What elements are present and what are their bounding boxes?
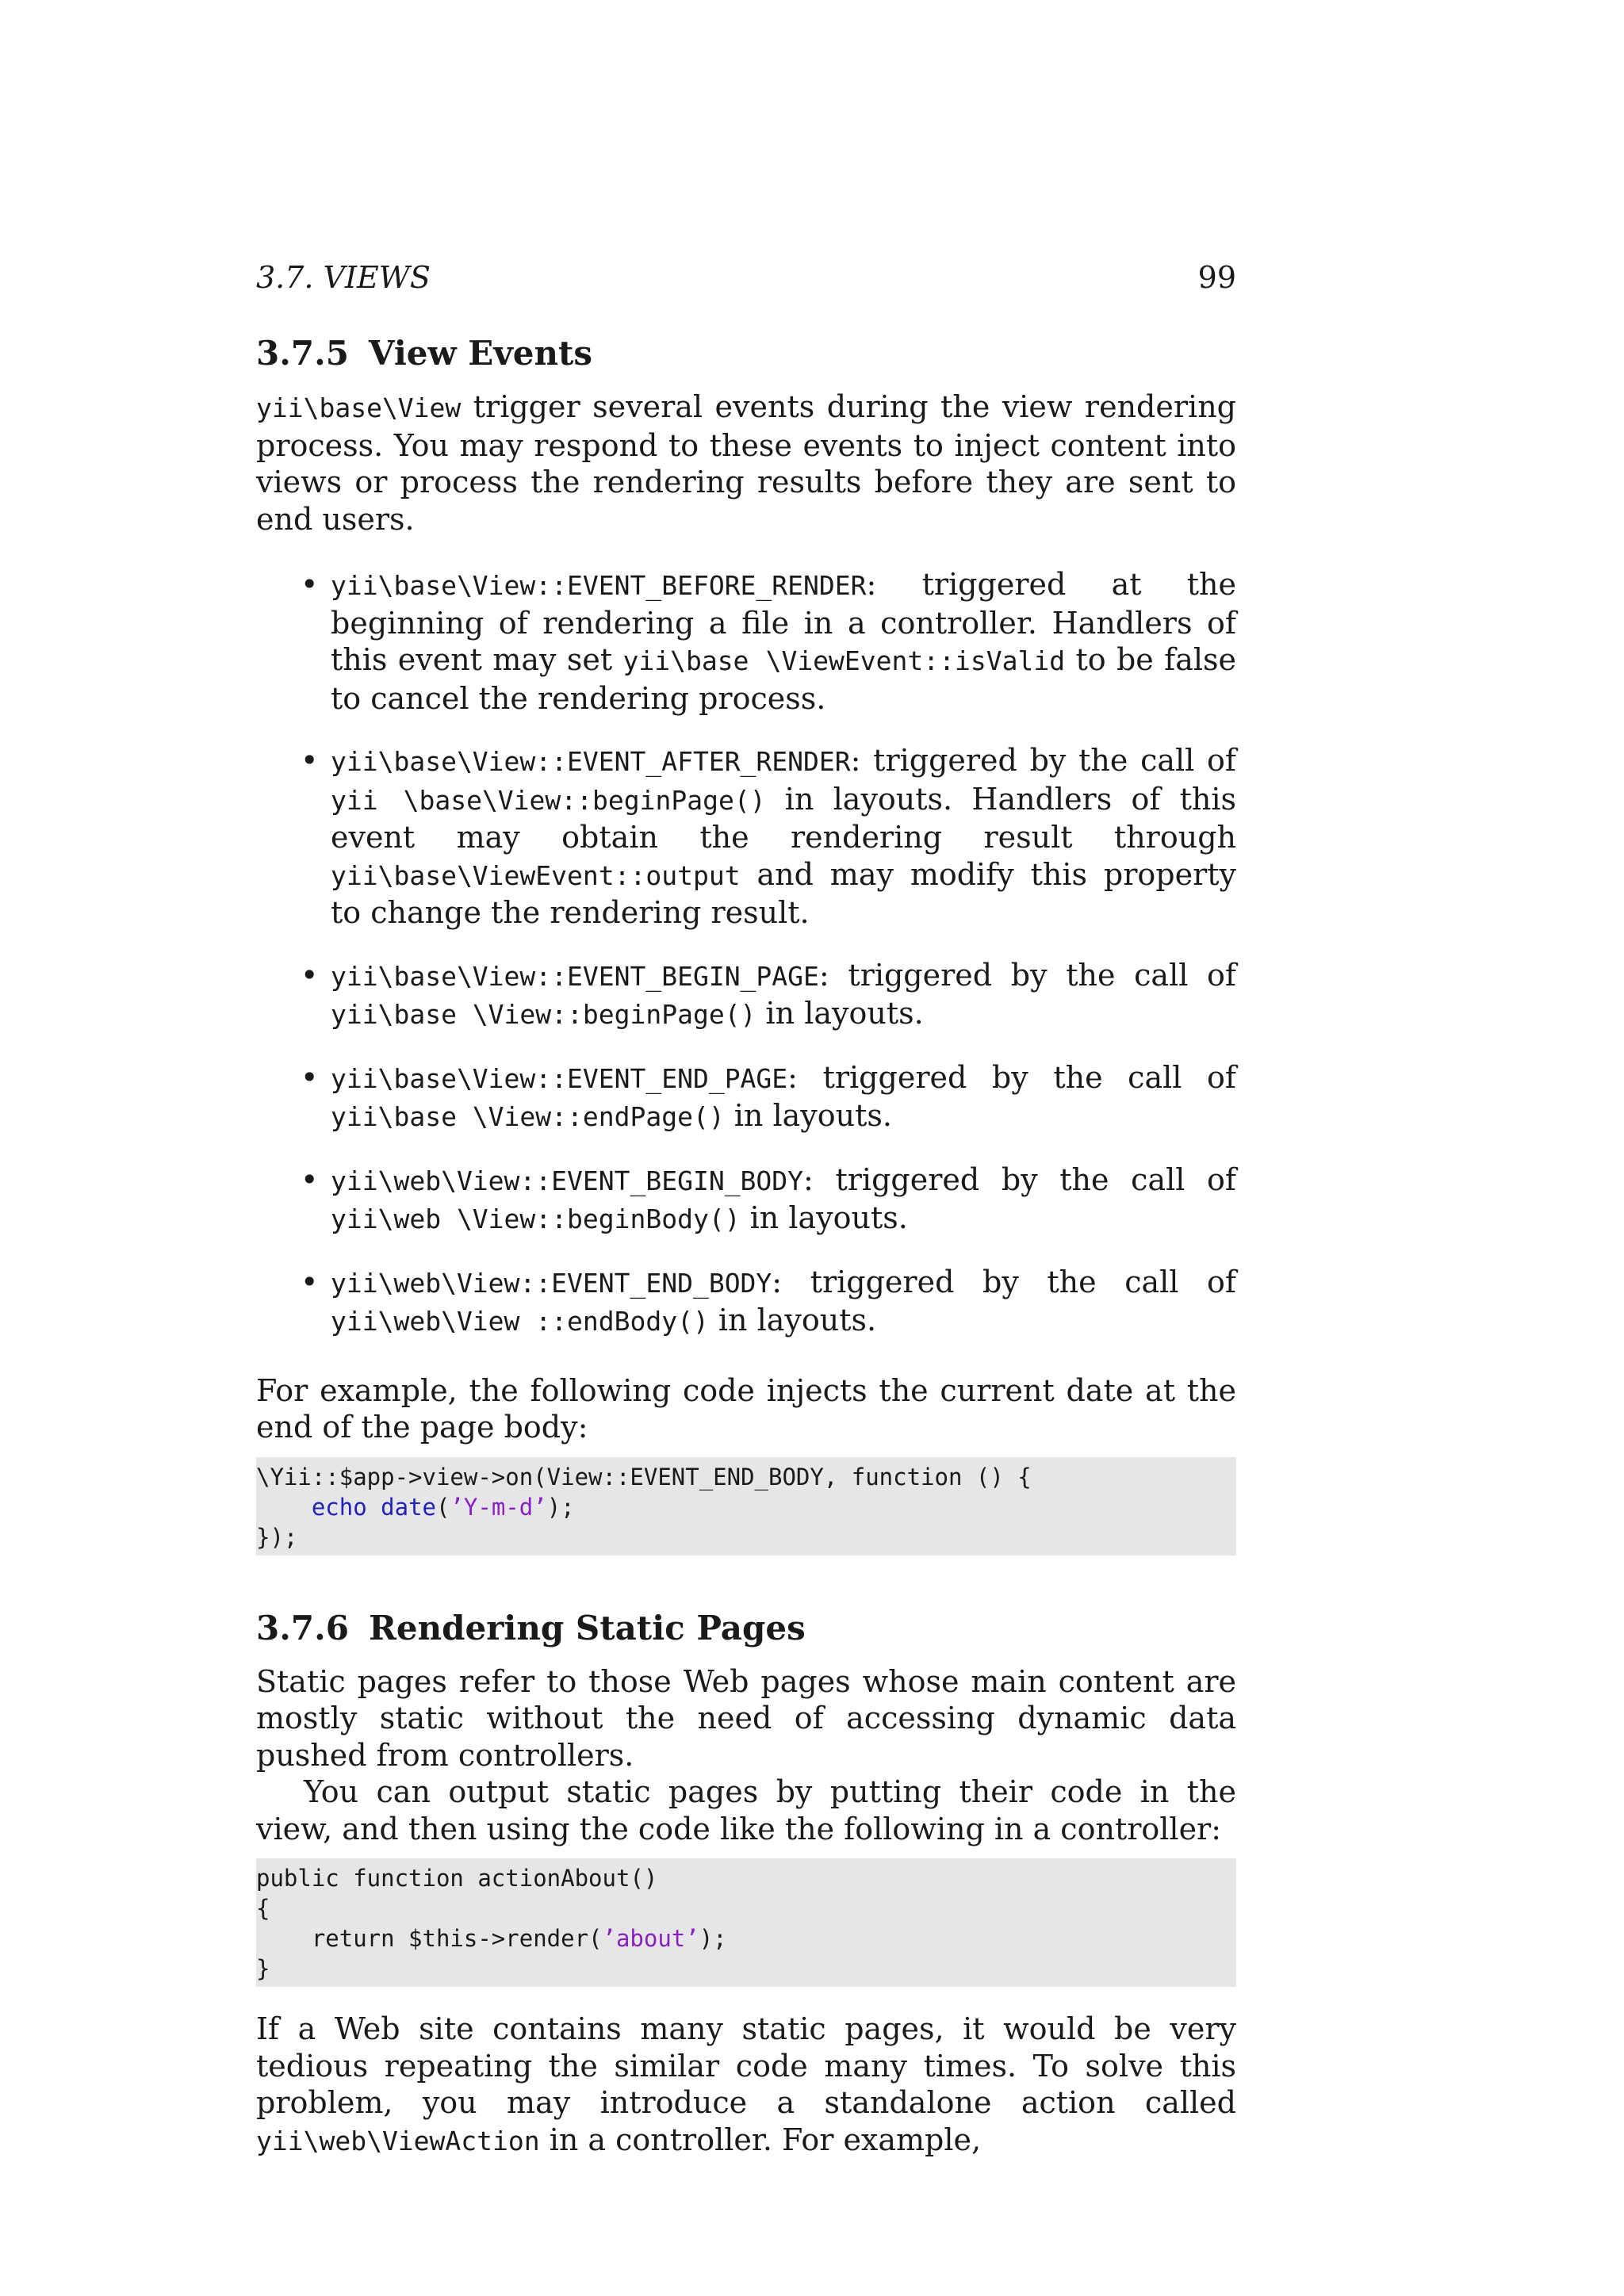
inline-code: yii\base\View — [256, 392, 462, 423]
code-line: }); — [256, 1523, 298, 1551]
list-item — [256, 1264, 1236, 1341]
running-title: 3.7. VIEWS — [256, 260, 431, 295]
event-list — [256, 566, 1236, 1341]
event-constant: yii\web\View::EVENT_BEGIN_BODY — [331, 1165, 804, 1196]
code-line: \Yii::$app->view->on(View::EVENT_END_BODY, function () { — [256, 1463, 1032, 1490]
intro-paragraph — [256, 388, 1236, 538]
inline-code: yii\base \View::endPage() — [331, 1101, 725, 1132]
list-item — [256, 1161, 1236, 1238]
inline-code: yii\base\ViewEvent::output — [331, 859, 741, 891]
section-number: 3.7.5 — [256, 334, 349, 373]
item-text: in layouts. — [708, 1303, 877, 1337]
inline-code: yii\base \ViewEvent::isValid — [622, 645, 1066, 676]
code-block-event — [256, 1457, 1236, 1556]
inline-code: yii \base\View::beginPage() — [331, 784, 766, 816]
item-text: and may modify this property to change the rendering result. — [331, 856, 1236, 930]
event-constant: yii\base\View::EVENT_END_PAGE — [331, 1062, 788, 1094]
item-text: to be false to cancel the rendering process. — [331, 642, 1237, 716]
static-pages-paragraph-2: You can output static pages by putting their code in the view, and then using the code like the following in a controller: — [256, 1774, 1236, 1846]
code-line: { — [256, 1895, 270, 1922]
item-text: in layouts. — [756, 996, 924, 1031]
event-constant: yii\base\View::EVENT_BEGIN_PAGE — [331, 960, 819, 992]
code-space — [367, 1494, 381, 1521]
page — [256, 254, 1236, 2160]
section-heading-view-events — [256, 330, 1236, 377]
inline-code: yii\web\ViewAction — [256, 2125, 540, 2156]
item-text: : triggered at the beginning of rendering a file in a controller. Handlers of this event may set — [331, 567, 1236, 677]
running-header — [256, 254, 1236, 301]
event-constant: yii\base\View::EVENT_BEFORE_RENDER — [331, 570, 867, 601]
list-item — [256, 566, 1236, 717]
code-block-action — [256, 1858, 1236, 1987]
code-punct: ); — [546, 1493, 575, 1521]
list-item — [256, 957, 1236, 1034]
item-text: : triggered by the call of — [850, 743, 1236, 778]
list-item — [256, 1059, 1236, 1136]
code-keyword: echo — [311, 1493, 367, 1521]
code-punct: ( — [436, 1493, 450, 1521]
code-punct: ); — [699, 1925, 727, 1952]
code-line: return $this->render( — [256, 1925, 603, 1952]
section-title: View Events — [369, 334, 593, 373]
view-action-paragraph — [256, 2011, 1236, 2160]
section-title: Rendering Static Pages — [369, 1608, 806, 1647]
intro-text: trigger several events during the view rendering process. You may respond to these events to inject content into views or process the rendering results before they are sent to end users. — [256, 389, 1236, 537]
code-string: ’Y-m-d’ — [450, 1493, 547, 1521]
paragraph-text: in a controller. For example, — [539, 2122, 982, 2157]
example-paragraph: For example, the following code injects the current date at the end of the page body: — [256, 1372, 1236, 1445]
event-constant: yii\web\View::EVENT_END_BODY — [331, 1267, 772, 1299]
item-text: : triggered by the call of — [772, 1264, 1236, 1299]
inline-code: yii\base \View::beginPage() — [331, 999, 756, 1030]
inline-code: yii\web\View ::endBody() — [331, 1306, 709, 1337]
item-text: : triggered by the call of — [787, 1059, 1236, 1095]
item-text: : triggered by the call of — [818, 957, 1236, 993]
code-string: ’about’ — [602, 1925, 699, 1952]
event-constant: yii\base\View::EVENT_AFTER_RENDER — [331, 746, 851, 777]
item-text: in layouts. — [724, 1098, 892, 1133]
inline-code: yii\web \View::beginBody() — [331, 1203, 741, 1234]
item-text: : triggered by the call of — [803, 1161, 1236, 1197]
list-item — [256, 742, 1236, 932]
code-line: public function actionAbout() — [256, 1865, 658, 1892]
code-line: } — [256, 1955, 270, 1982]
code-indent — [256, 1494, 312, 1521]
item-text: in layouts. — [740, 1200, 908, 1235]
code-keyword: date — [381, 1493, 436, 1521]
section-heading-static-pages — [256, 1605, 1236, 1652]
section-number: 3.7.6 — [256, 1608, 349, 1647]
static-pages-paragraph: Static pages refer to those Web pages whose main content are mostly static without the need of accessing dynamic data pushed from controllers. — [256, 1663, 1236, 1773]
page-number: 99 — [1197, 260, 1236, 295]
paragraph-text: If a Web site contains many static pages, it would be very tedious repeating the similar code many times. To solve this problem, you may introduce a standalone action called — [256, 2011, 1236, 2120]
item-text: in layouts. Handlers of this event may obtain the rendering result through — [331, 781, 1236, 855]
